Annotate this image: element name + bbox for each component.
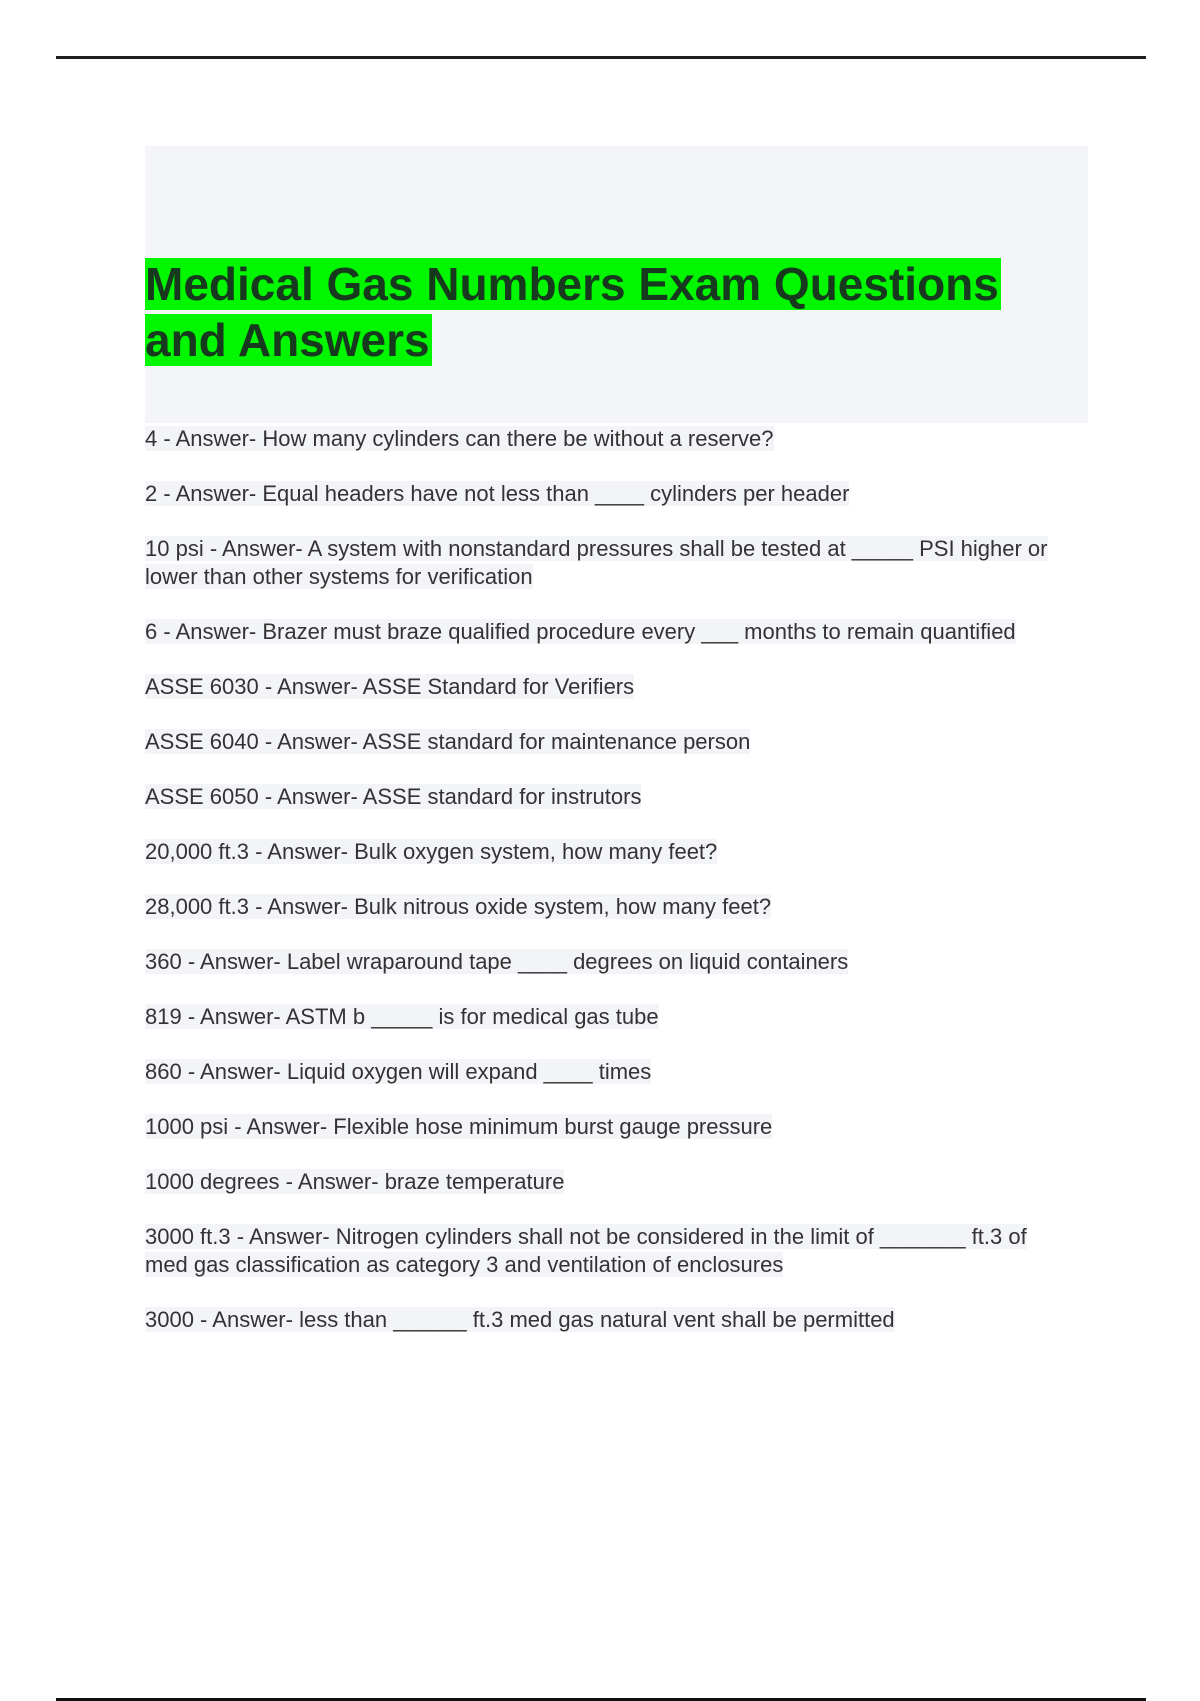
qa-item-text: 10 psi - Answer- A system with nonstandard pressures shall be tested at _____ PSI higher or lower than other systems for verification — [145, 536, 1048, 589]
qa-item — [145, 425, 1065, 453]
qa-item — [145, 838, 1065, 866]
qa-item — [145, 1113, 1065, 1141]
qa-list — [145, 425, 1065, 1361]
qa-item — [145, 618, 1065, 646]
qa-item-text: 3000 ft.3 - Answer- Nitrogen cylinders shall not be considered in the limit of _______ ft.3 of med gas classification as category 3 and ventilation of enclosures — [145, 1224, 1027, 1277]
qa-item-text: 1000 degrees - Answer- braze temperature — [145, 1169, 565, 1194]
document-title-text: Medical Gas Numbers Exam Questions and Answers — [145, 258, 999, 366]
qa-item — [145, 1058, 1065, 1086]
qa-item-text: 360 - Answer- Label wraparound tape ____ degrees on liquid containers — [145, 949, 849, 974]
qa-item — [145, 1168, 1065, 1196]
header-rule — [56, 56, 1146, 59]
qa-item — [145, 783, 1065, 811]
qa-item-text: 3000 - Answer- less than ______ ft.3 med gas natural vent shall be permitted — [145, 1307, 895, 1332]
qa-item-text: 819 - Answer- ASTM b _____ is for medical gas tube — [145, 1004, 659, 1029]
qa-item-text: 860 - Answer- Liquid oxygen will expand ____ times — [145, 1059, 652, 1084]
qa-item-text: 2 - Answer- Equal headers have not less than ____ cylinders per header — [145, 481, 850, 506]
qa-item — [145, 1306, 1065, 1334]
qa-item-text: 20,000 ft.3 - Answer- Bulk oxygen system, how many feet? — [145, 839, 718, 864]
qa-item — [145, 480, 1065, 508]
document-title — [145, 256, 1065, 368]
qa-item-text: ASSE 6040 - Answer- ASSE standard for maintenance person — [145, 729, 751, 754]
qa-item-text: 28,000 ft.3 - Answer- Bulk nitrous oxide system, how many feet? — [145, 894, 772, 919]
qa-item-text: ASSE 6050 - Answer- ASSE standard for instrutors — [145, 784, 642, 809]
qa-item-text: 4 - Answer- How many cylinders can there be without a reserve? — [145, 426, 774, 451]
qa-item — [145, 535, 1065, 591]
qa-item — [145, 1223, 1065, 1279]
qa-item — [145, 728, 1065, 756]
qa-item-text: 6 - Answer- Brazer must braze qualified procedure every ___ months to remain quantified — [145, 619, 1016, 644]
qa-item — [145, 673, 1065, 701]
qa-item — [145, 948, 1065, 976]
qa-item — [145, 893, 1065, 921]
qa-item-text: ASSE 6030 - Answer- ASSE Standard for Verifiers — [145, 674, 635, 699]
qa-item — [145, 1003, 1065, 1031]
qa-item-text: 1000 psi - Answer- Flexible hose minimum burst gauge pressure — [145, 1114, 773, 1139]
